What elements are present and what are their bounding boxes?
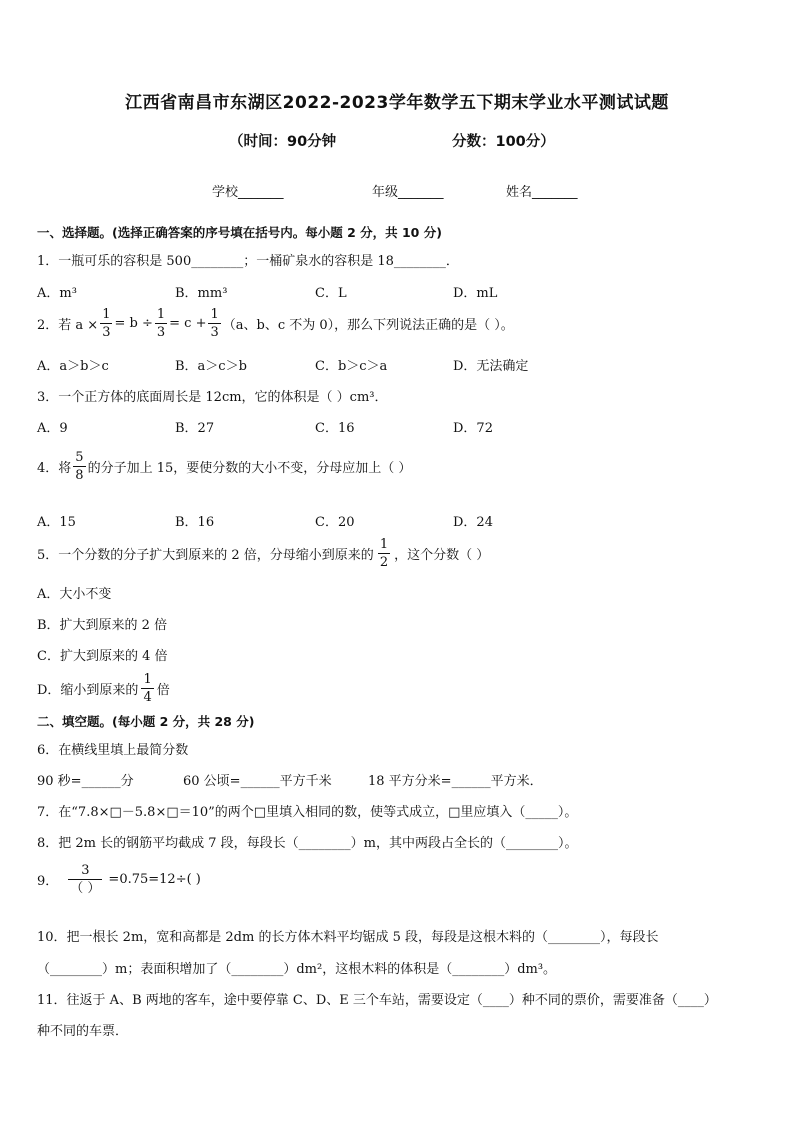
q2-text-1: 2．若 a × [37,318,99,333]
question-11-line-2: 种不同的车票． [37,1024,129,1039]
question-10-line-1: 10．把一根长 2m，宽和高都是 2dm 的长方体木料平均锯成 5 段，每段是这根木料的（________），每段长 [37,930,659,945]
grade-field: 年级_______ [372,185,444,200]
question-8: 8．把 2m 长的钢筋平均截成 7 段，每段长（________）m，其中两段占全长的（________）。 [37,836,578,851]
q5-option-d-text-1: D．缩小到原来的 [37,683,139,698]
fraction-blank-denominator [68,864,102,895]
question-6: 6．在横线里填上最简分数 [37,743,189,758]
q1-option-c: C．L [315,286,347,301]
fraction-one-third [208,308,220,339]
q2-option-b: B．a＞c＞b [175,359,247,374]
fraction-denominator: 3 [210,325,219,340]
fraction-numerator: 1 [379,537,389,552]
school-field: 学校_______ [212,185,284,200]
q4-option-a: A．15 [37,515,76,530]
q9-text-1: 9． [37,874,59,889]
q6-blank-b: 60 公顷=______平方千米 [183,774,332,789]
fraction-numerator: 1 [156,307,166,322]
q2-option-d: D．无法确定 [453,359,529,374]
section-fill-title: 二、填空题。(每小题 2 分，共 28 分) [37,714,255,729]
q6-blank-a: 90 秒=______分 [37,774,134,789]
name-field: 姓名_______ [506,185,578,200]
question-5 [37,538,489,569]
q2-text-3: = c + [169,316,207,331]
q3-option-a: A．9 [37,421,68,436]
fraction-one-third [155,308,167,339]
page-title: 江西省南昌市东湖区2022-2023学年数学五下期末学业水平测试试题 [125,93,669,113]
q4-option-b: B．16 [175,515,215,530]
question-7: 7．在“7.8×□－5.8×□＝10”的两个□里填入相同的数，使等式成立，□里应填入（_____）。 [37,805,578,820]
fraction-denominator: 4 [143,690,152,705]
question-9 [37,864,201,895]
q1-option-a: A．m³ [37,286,77,301]
fraction-one-third [100,308,112,339]
question-1: 1．一瓶可乐的容积是 500________；一桶矿泉水的容积是 18________． [37,254,459,269]
fraction-numerator: 3 [81,863,90,878]
fraction-denominator: 3 [102,325,111,340]
question-2 [37,308,514,339]
q5-text-1: 5．一个分数的分子扩大到原来的 2 倍，分母缩小到原来的 [37,548,374,563]
q2-option-c: C．b＞c＞a [315,359,388,374]
q5-option-b: B．扩大到原来的 2 倍 [37,618,168,633]
fraction-denominator: 8 [75,468,84,483]
fraction-five-eighths [73,451,85,482]
q4-option-d: D．24 [453,515,493,530]
section-choice-title: 一、选择题。(选择正确答案的序号填在括号内。每小题 2 分，共 10 分) [37,225,442,240]
exam-time: （时间：90分钟 [229,134,337,150]
fraction-numerator: 1 [210,307,219,322]
fraction-one-half [378,538,390,569]
question-10-line-2: （________）m；表面积增加了（________）dm²，这根木料的体积是（________）dm³。 [37,962,557,977]
q5-option-d-text-2: 倍 [156,683,170,698]
q5-option-d [37,673,170,704]
fraction-numerator: 1 [102,307,111,322]
q9-text-2: =0.75=12÷( ) [108,872,201,887]
q4-text-1: 4．将 [37,461,72,476]
fraction-numerator: 1 [143,672,152,687]
fraction-denominator: 3 [156,325,166,340]
fraction-numerator: 5 [75,450,84,465]
q1-option-b: B．mm³ [175,286,228,301]
question-4 [37,451,411,482]
fraction-denominator: （ ） [70,881,101,896]
q3-option-d: D．72 [453,421,493,436]
question-11-line-1: 11．往返于 A、B 两地的客车，途中要停靠 C、D、E 三个车站，需要设定（____）种不同的票价，需要准备（____） [37,993,717,1008]
q5-option-c: C．扩大到原来的 4 倍 [37,649,168,664]
q2-text-4: （a、b、c 不为 0），那么下列说法正确的是（ ）。 [222,318,514,333]
q5-text-2: ，这个分数（ ） [394,548,490,563]
q4-text-2: 的分子加上 15，要使分数的大小不变，分母应加上（ ） [87,461,412,476]
q3-option-b: B．27 [175,421,215,436]
question-3: 3．一个正方体的底面周长是 12cm，它的体积是（ ）cm³． [37,390,388,405]
q3-option-c: C．16 [315,421,355,436]
q1-option-d: D．mL [453,286,498,301]
q5-option-a: A．大小不变 [37,587,112,602]
q2-text-2: = b ÷ [114,316,153,331]
q6-blank-c: 18 平方分米=______平方米． [368,774,543,789]
exam-score: 分数：100分） [452,134,555,150]
q2-option-a: A．a＞b＞c [37,359,109,374]
q4-option-c: C．20 [315,515,355,530]
fraction-one-quarter [141,673,153,704]
fraction-denominator: 2 [379,555,389,570]
